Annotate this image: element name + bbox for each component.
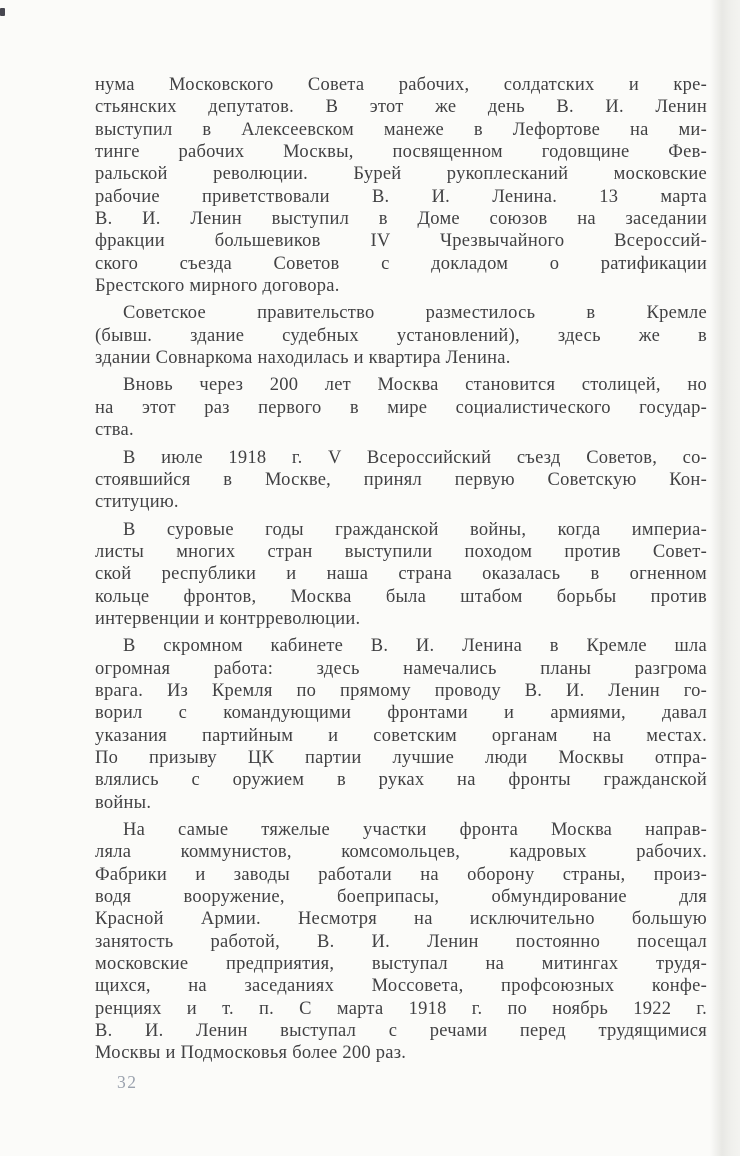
text-line: листы многих стран выступили походом против Совет- <box>95 541 707 562</box>
text-line: ституцию. <box>95 492 179 513</box>
paragraph <box>95 447 707 514</box>
paragraph <box>95 635 707 814</box>
text-line: ляла коммунистов, комсомольцев, кадровых рабочих. <box>95 842 707 863</box>
text-line: (бывш. здание судебных установлений), здесь же в <box>95 325 707 346</box>
text-line: ства. <box>95 420 134 441</box>
text-line: тинге рабочих Москвы, посвященном годовщине Фев- <box>95 142 707 163</box>
text-line: Фабрики и заводы работали на оборону страны, произ- <box>95 864 707 885</box>
text-line: стьянских депутатов. В этот же день В. И. Ленин <box>95 97 707 118</box>
paragraph <box>95 302 707 369</box>
text-block <box>95 74 707 1065</box>
page-edge-shadow <box>710 0 740 1156</box>
text-line: По призыву ЦК партии лучшие люди Москвы отпра- <box>95 747 707 768</box>
text-line: стоявшийся в Москве, принял первую Советскую Кон- <box>95 469 707 490</box>
text-line: Москвы и Подмосковья более 200 раз. <box>95 1043 407 1064</box>
text-line: влялись с оружием в руках на фронты гражданской <box>95 770 707 791</box>
text-line: ральской революции. Бурей рукоплесканий московские <box>95 164 707 185</box>
text-line: занятость работой, В. И. Ленин постоянно посещал <box>95 931 707 952</box>
scan-artifact <box>0 8 5 16</box>
text-line: водя вооружение, боеприпасы, обмундирование для <box>95 887 707 908</box>
text-line: В суровые годы гражданской войны, когда империа- <box>123 519 707 540</box>
text-line: Вновь через 200 лет Москва становится столицей, но <box>123 375 707 396</box>
text-line: фракции большевиков IV Чрезвычайного Всероссий- <box>95 231 707 252</box>
text-line: московские предприятия, выступал на митингах трудя- <box>95 954 707 975</box>
text-line: щихся, на заседаниях Моссовета, профсоюзных конфе- <box>95 976 707 997</box>
text-line: огромная работа: здесь намечались планы разгрома <box>95 658 707 679</box>
text-line: интервенции и контрреволюции. <box>95 608 361 629</box>
text-line: ской республики и наша страна оказалась в огненном <box>95 564 707 585</box>
paragraph <box>95 74 707 297</box>
text-line: указания партийным и советским органам на местах. <box>95 725 707 746</box>
text-line: В скромном кабинете В. И. Ленина в Кремле шла <box>123 636 707 657</box>
text-line: Брестского мирного договора. <box>95 276 340 297</box>
text-line: кольце фронтов, Москва была штабом борьбы против <box>95 586 707 607</box>
text-line: Красной Армии. Несмотря на исключительно большую <box>95 909 707 930</box>
text-line: На самые тяжелые участки фронта Москва направ- <box>123 820 707 840</box>
text-line: В июле 1918 г. V Всероссийский съезд Советов, со- <box>123 447 707 468</box>
text-line: выступил в Алексеевском манеже в Лефортове на ми- <box>95 119 707 140</box>
text-line: здании Совнаркома находилась и квартира Ленина. <box>95 348 511 369</box>
page-number: 32 <box>117 1072 138 1092</box>
text-line: ренциях и т. п. С марта 1918 г. по ноябрь 1922 г. <box>95 998 707 1019</box>
text-line: ского съезда Советов с докладом о ратификации <box>95 253 707 274</box>
text-line: ворил с командующими фронтами и армиями, давал <box>95 703 707 724</box>
text-line: на этот раз первого в мире социалистического государ- <box>95 397 707 418</box>
text-line: Советское правительство разместилось в Кремле <box>123 303 707 324</box>
text-line: рабочие приветствовали В. И. Ленина. 13 марта <box>95 186 707 207</box>
text-line: врага. Из Кремля по прямому проводу В. И. Ленин го- <box>95 680 707 701</box>
text-line: войны. <box>95 792 152 813</box>
paragraph <box>95 819 707 1065</box>
paragraph <box>95 374 707 441</box>
paragraph <box>95 519 707 631</box>
text-line: нума Московского Совета рабочих, солдатских и кре- <box>95 75 707 95</box>
text-line: В. И. Ленин выступал с речами перед трудящимися <box>95 1021 707 1042</box>
text-line: В. И. Ленин выступил в Доме союзов на заседании <box>95 209 707 230</box>
